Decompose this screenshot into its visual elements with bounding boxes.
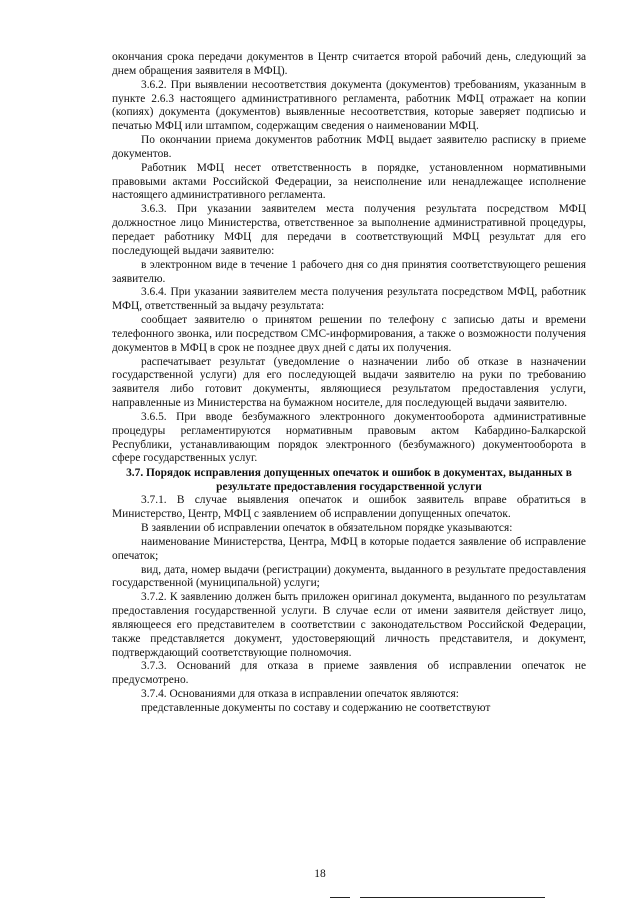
paragraph-ministry-name: наименование Министерства, Центра, МФЦ в которые подается заявление об исправление опечаток; [112, 535, 586, 562]
section-heading-3-7: 3.7. Порядок исправления допущенных опечаток и ошибок в документах, выданных в результате предоставления государственной услуги [126, 467, 572, 494]
paragraph-3-6-3: 3.6.3. При указании заявителем места получения результата посредством МФЦ должностное лицо Министерства, ответственное за выполнение административной процедуры, передает работнику МФЦ для передачи в соответствующий МФЦ результат для его последующей выдачи заявителю: [112, 203, 586, 257]
paragraph-3-7-1: 3.7.1. В случае выявления опечаток и ошибок заявитель вправе обратиться в Министерство, Центр, МФЦ с заявлением об исправлении допущенных опечаток. [112, 494, 586, 521]
scan-edge-line [330, 897, 350, 898]
document-page [112, 51, 586, 716]
paragraph-3-6-5: 3.6.5. При вводе безбумажного электронного документооборота административные процедуры регламентируются нормативным правовым актом Кабардино-Балкарской Республики, устанавливающим порядок электронного (безбумажного) документооборота в сфере государственных услуг. [112, 410, 586, 465]
paragraph-document-type: вид, дата, номер выдачи (регистрации) документа, выданного в результате предоставления государственной (муниципальной) услуги; [112, 563, 586, 590]
paragraph-3-6-2: 3.6.2. При выявлении несоответствия документа (документов) требованиям, указанным в пункте 2.6.3 настоящего административного регламента, работник МФЦ отражает на копии (копиях) документа (документов) выявленные несоответствия, которые заверяет подписью и печатью МФЦ или штампом, содержащим сведения о наименовании МФЦ. [112, 78, 586, 133]
paragraph-3-6-4: 3.6.4. При указании заявителем места получения результата посредством МФЦ, работник МФЦ, ответственный за выдачу результата: [112, 286, 586, 313]
paragraph-electronic: в электронном виде в течение 1 рабочего дня со дня принятия соответствующего решения заявителю. [112, 258, 586, 285]
scan-edge-line [360, 897, 545, 898]
paragraph-notify: сообщает заявителю о принятом решении по телефону с записью даты и времени телефонного звонка, или посредством СМС-информирования, а также о возможности получения документов в МФЦ в срок не позднее двух дней с даты их получения. [112, 314, 586, 354]
paragraph-responsibility: Работник МФЦ несет ответственность в порядке, установленном нормативными правовыми актами Российской Федерации, за неисполнение или ненадлежащее исполнение настоящего административного регламента. [112, 161, 586, 202]
paragraph-required-info: В заявлении об исправлении опечаток в обязательном порядке указываются: [141, 522, 513, 534]
paragraph-documents-mismatch: представленные документы по составу и содержанию не соответствуют [141, 701, 491, 714]
page-number: 18 [314, 868, 326, 880]
paragraph-continuation: окончания срока передачи документов в Центр считается второй рабочий день, следующий за днем обращения заявителя в МФЦ). [112, 51, 586, 77]
paragraph-3-7-3: 3.7.3. Оснований для отказа в приеме заявления об исправлении опечаток не предусмотрено. [112, 660, 586, 687]
paragraph-3-7-4: 3.7.4. Основаниями для отказа в исправлении опечаток являются: [141, 688, 459, 701]
paragraph-receipt: По окончании приема документов работник МФЦ выдает заявителю расписку в приеме документов. [112, 134, 586, 160]
paragraph-3-7-2: 3.7.2. К заявлению должен быть приложен оригинал документа, выданного по результатам предоставления государственной услуги. В случае если от имени заявителя действует лицо, являющееся его представителем в соответствии с законодательством Российской Федерации, также представляется документ, удостоверяющий личность представителя, и документ, подтверждающий соответствующие полномочия. [112, 591, 586, 659]
paragraph-print: распечатывает результат (уведомление о назначении либо об отказе в назначении государственной услуги) для его последующей выдачи заявителю на руки по требованию заявителя либо готовит документы, являющиеся результатом предоставления услуги, направленные из Министерства на бумажном носителе, для последующей выдачи заявителю. [112, 355, 586, 410]
